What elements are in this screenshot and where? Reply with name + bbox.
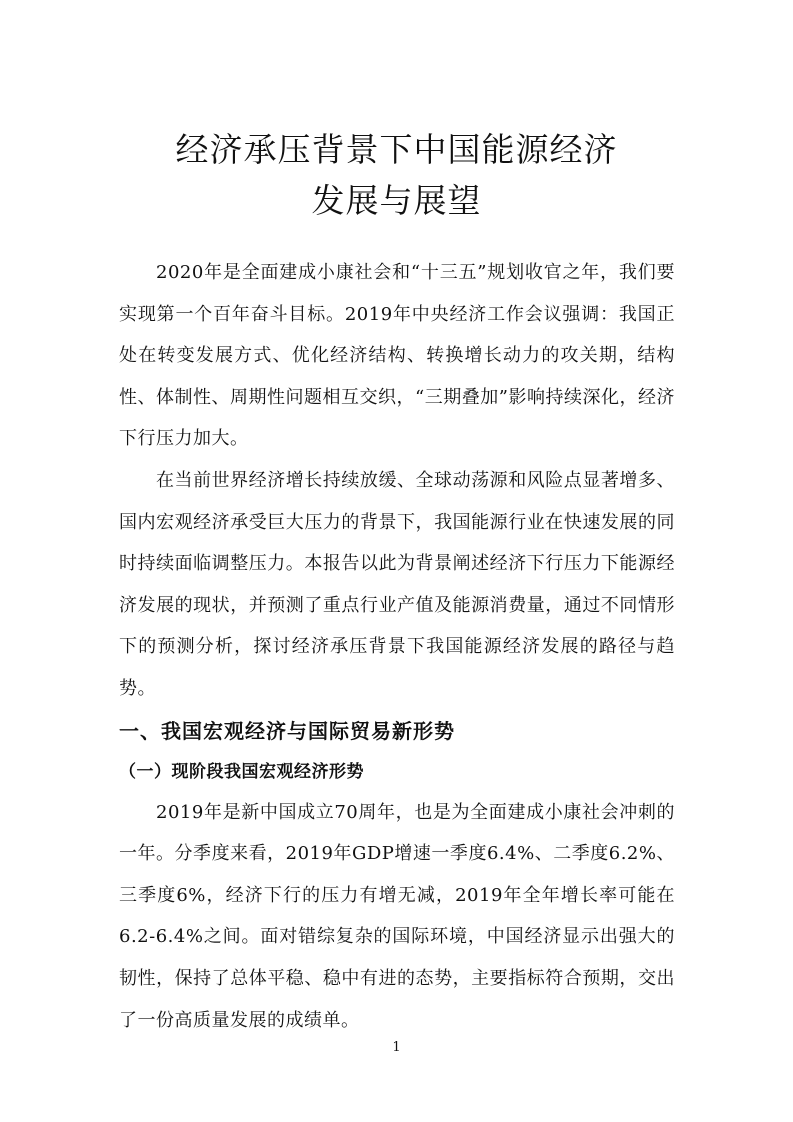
document-title-line-2: 发展与展望: [311, 181, 482, 220]
intro-paragraph-1: 2020年是全面建成小康社会和“十三五”规划收官之年，我们要实现第一个百年奋斗目标。2019年中央经济工作会议强调：我国正处在转变发展方式、优化经济结构、转换增长动力的攻关期，结构性、体制性、周期性问题相互交织，“三期叠加”影响持续深化，经济下行压力加大。: [119, 262, 675, 450]
subsection-paragraph: 2019年是新中国成立70周年，也是为全面建成小康社会冲刺的一年。分季度来看，2019年GDP增速一季度6.4%、二季度6.2%、三季度6%，经济下行的压力有增无减，2019年全年增长率可能在6.2-6.4%之间。面对错综复杂的国际环境，中国经济显示出强大的韧性，保持了总体平稳、稳中有进的态势，主要指标符合预期，交出了一份高质量发展的成绩单。: [119, 801, 675, 1031]
document-body: [119, 252, 675, 1041]
section-heading: 一、我国宏观经济与国际贸易新形势: [119, 718, 455, 743]
page-number: 1: [392, 1040, 401, 1055]
subsection-heading: （一）现阶段我国宏观经济形势: [119, 761, 364, 782]
document-title-line-1: 经济承压背景下中国能源经济: [175, 130, 618, 169]
intro-paragraph-2: 在当前世界经济增长持续放缓、全球动荡源和风险点显著增多、国内宏观经济承受巨大压力的背景下，我国能源行业在快速发展的同时持续面临调整压力。本报告以此为背景阐述经济下行压力下能源经济发展的现状，并预测了重点行业产值及能源消费量，通过不同情形下的预测分析，探讨经济承压背景下我国能源经济发展的路径与趋势。: [119, 469, 675, 699]
